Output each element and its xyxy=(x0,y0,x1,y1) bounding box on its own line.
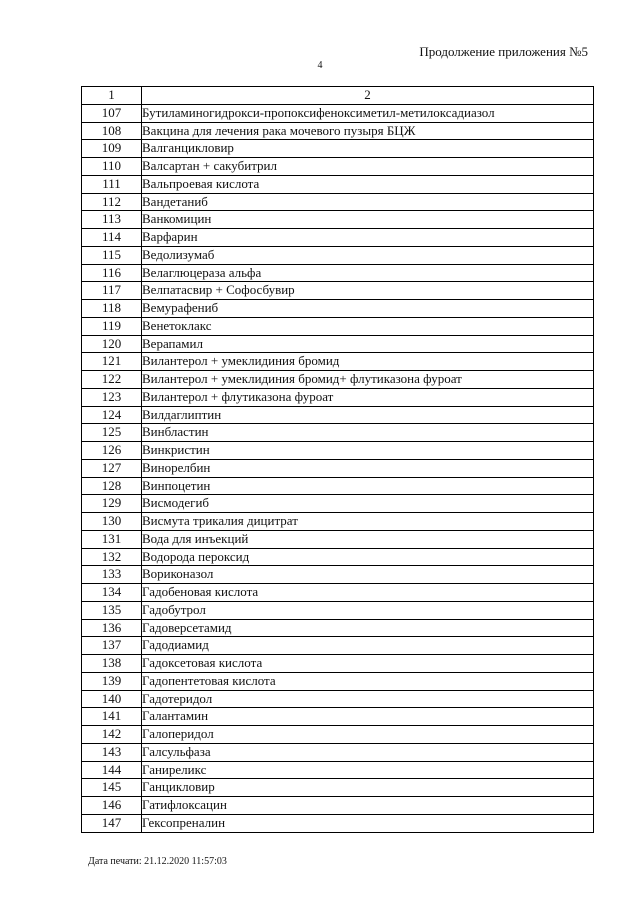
table-row xyxy=(82,335,594,353)
medication-name: Ганцикловир xyxy=(142,779,594,797)
medication-name: Вориконазол xyxy=(142,566,594,584)
medication-name: Гадоверсетамид xyxy=(142,619,594,637)
table-row xyxy=(82,158,594,176)
row-number: 130 xyxy=(82,513,142,531)
row-number: 129 xyxy=(82,495,142,513)
table-body xyxy=(82,104,594,832)
medication-name: Вилантерол + умеклидиния бромид+ флутиказона фуроат xyxy=(142,371,594,389)
medication-name: Ведолизумаб xyxy=(142,246,594,264)
table-row xyxy=(82,424,594,442)
medication-name: Галантамин xyxy=(142,708,594,726)
row-number: 137 xyxy=(82,637,142,655)
table-row xyxy=(82,175,594,193)
table-row xyxy=(82,530,594,548)
row-number: 124 xyxy=(82,406,142,424)
medication-name: Варфарин xyxy=(142,229,594,247)
row-number: 133 xyxy=(82,566,142,584)
medication-name: Вемурафениб xyxy=(142,300,594,318)
row-number: 141 xyxy=(82,708,142,726)
medication-name: Вилантерол + флутиказона фуроат xyxy=(142,388,594,406)
table-row xyxy=(82,513,594,531)
table-row xyxy=(82,317,594,335)
medication-name: Валганцикловир xyxy=(142,140,594,158)
table-row xyxy=(82,814,594,832)
table-row xyxy=(82,388,594,406)
table-row xyxy=(82,246,594,264)
table-row xyxy=(82,140,594,158)
table-row xyxy=(82,761,594,779)
table-row xyxy=(82,584,594,602)
table-row xyxy=(82,797,594,815)
row-number: 116 xyxy=(82,264,142,282)
row-number: 127 xyxy=(82,459,142,477)
table-row xyxy=(82,282,594,300)
medication-name: Гадобеновая кислота xyxy=(142,584,594,602)
row-number: 123 xyxy=(82,388,142,406)
row-number: 121 xyxy=(82,353,142,371)
medication-name: Ганиреликс xyxy=(142,761,594,779)
row-number: 109 xyxy=(82,140,142,158)
table-row xyxy=(82,122,594,140)
table-row xyxy=(82,726,594,744)
medication-name: Водорода пероксид xyxy=(142,548,594,566)
row-number: 134 xyxy=(82,584,142,602)
row-number: 144 xyxy=(82,761,142,779)
row-number: 128 xyxy=(82,477,142,495)
table-row xyxy=(82,371,594,389)
table-row xyxy=(82,566,594,584)
medication-name: Бутиламиногидрокси-пропоксифеноксиметил-метилоксадиазол xyxy=(142,104,594,122)
row-number: 107 xyxy=(82,104,142,122)
table-row xyxy=(82,619,594,637)
medication-name: Гадодиамид xyxy=(142,637,594,655)
medication-name: Верапамил xyxy=(142,335,594,353)
row-number: 110 xyxy=(82,158,142,176)
print-date: Дата печати: 21.12.2020 11:57:03 xyxy=(88,856,227,867)
table-row xyxy=(82,104,594,122)
row-number: 140 xyxy=(82,690,142,708)
table-header-row xyxy=(82,87,594,105)
row-number: 115 xyxy=(82,246,142,264)
medication-name: Гадопентетовая кислота xyxy=(142,672,594,690)
medication-name: Валсартан + сакубитрил xyxy=(142,158,594,176)
row-number: 147 xyxy=(82,814,142,832)
row-number: 146 xyxy=(82,797,142,815)
medication-name: Вандетаниб xyxy=(142,193,594,211)
medication-name: Гатифлоксацин xyxy=(142,797,594,815)
row-number: 108 xyxy=(82,122,142,140)
medication-name: Вилдаглиптин xyxy=(142,406,594,424)
medication-name: Велаглюцераза альфа xyxy=(142,264,594,282)
medication-name: Гексопреналин xyxy=(142,814,594,832)
table-row xyxy=(82,406,594,424)
medication-name: Винбластин xyxy=(142,424,594,442)
row-number: 131 xyxy=(82,530,142,548)
row-number: 122 xyxy=(82,371,142,389)
medication-name: Вальпроевая кислота xyxy=(142,175,594,193)
medication-name: Велпатасвир + Софосбувир xyxy=(142,282,594,300)
row-number: 119 xyxy=(82,317,142,335)
medication-name: Вилантерол + умеклидиния бромид xyxy=(142,353,594,371)
row-number: 118 xyxy=(82,300,142,318)
row-number: 125 xyxy=(82,424,142,442)
row-number: 126 xyxy=(82,442,142,460)
table-row xyxy=(82,353,594,371)
row-number: 143 xyxy=(82,743,142,761)
row-number: 111 xyxy=(82,175,142,193)
row-number: 120 xyxy=(82,335,142,353)
row-number: 112 xyxy=(82,193,142,211)
medication-table xyxy=(81,86,594,833)
table-row xyxy=(82,459,594,477)
table-row xyxy=(82,708,594,726)
table-row xyxy=(82,229,594,247)
row-number: 139 xyxy=(82,672,142,690)
table-row xyxy=(82,495,594,513)
row-number: 132 xyxy=(82,548,142,566)
table-row xyxy=(82,601,594,619)
table-row xyxy=(82,690,594,708)
table-row xyxy=(82,548,594,566)
table-row xyxy=(82,637,594,655)
table-row xyxy=(82,779,594,797)
table-row xyxy=(82,442,594,460)
table-row xyxy=(82,477,594,495)
row-number: 117 xyxy=(82,282,142,300)
row-number: 114 xyxy=(82,229,142,247)
medication-name: Галсульфаза xyxy=(142,743,594,761)
table-row xyxy=(82,655,594,673)
medication-name: Вода для инъекций xyxy=(142,530,594,548)
medication-name: Винорелбин xyxy=(142,459,594,477)
row-number: 135 xyxy=(82,601,142,619)
table-row xyxy=(82,264,594,282)
medication-name: Винкристин xyxy=(142,442,594,460)
row-number: 136 xyxy=(82,619,142,637)
row-number: 145 xyxy=(82,779,142,797)
row-number: 138 xyxy=(82,655,142,673)
row-number: 113 xyxy=(82,211,142,229)
table-row xyxy=(82,193,594,211)
row-number: 142 xyxy=(82,726,142,744)
table-row xyxy=(82,211,594,229)
medication-name: Ванкомицин xyxy=(142,211,594,229)
table-row xyxy=(82,743,594,761)
page-number: 4 xyxy=(317,60,323,71)
medication-name: Гадобутрол xyxy=(142,601,594,619)
column-header-number: 1 xyxy=(82,87,142,105)
medication-name: Венетоклакс xyxy=(142,317,594,335)
medication-name: Гадотеридол xyxy=(142,690,594,708)
table-row xyxy=(82,672,594,690)
table-row xyxy=(82,300,594,318)
medication-name: Гадоксетовая кислота xyxy=(142,655,594,673)
medication-name: Галоперидол xyxy=(142,726,594,744)
column-header-name: 2 xyxy=(142,87,594,105)
medication-name: Висмодегиб xyxy=(142,495,594,513)
medication-name: Вакцина для лечения рака мочевого пузыря БЦЖ xyxy=(142,122,594,140)
medication-name: Висмута трикалия дицитрат xyxy=(142,513,594,531)
medication-name: Винпоцетин xyxy=(142,477,594,495)
continuation-header: Продолжение приложения №5 xyxy=(419,44,588,59)
